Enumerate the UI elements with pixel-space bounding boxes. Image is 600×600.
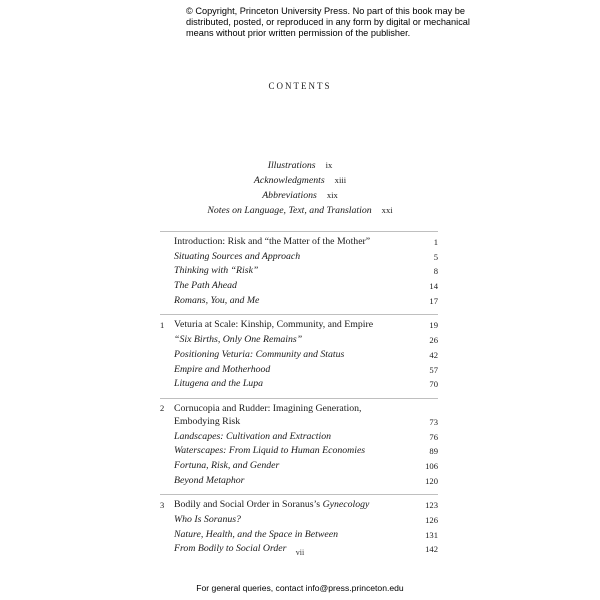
page-number: 76 — [429, 431, 438, 442]
page-number: 8 — [433, 266, 438, 277]
section-title: The Path Ahead — [174, 280, 237, 292]
front-matter-list — [150, 158, 450, 218]
chapter-number: 2 — [160, 402, 165, 413]
page-number: xxi — [381, 205, 393, 215]
section-title: Waterscapes: From Liquid to Human Economies — [174, 445, 366, 457]
section-row[interactable] — [160, 474, 438, 489]
chapter-row[interactable] — [160, 318, 438, 333]
front-matter-title: Notes on Language, Text, and Translation — [207, 205, 372, 216]
section-row[interactable] — [160, 264, 438, 279]
page-number: 42 — [429, 349, 438, 360]
front-matter-item[interactable] — [150, 158, 450, 173]
page-folio: vii — [295, 548, 305, 557]
section-title: From Bodily to Social Order — [174, 543, 287, 555]
section-row[interactable] — [160, 459, 438, 474]
copyright-line: distributed, posted, or reproduced in any form by digital or mechanical — [186, 17, 470, 27]
section-row[interactable] — [160, 377, 438, 392]
page-number: 89 — [429, 446, 438, 457]
section-title: Who Is Soranus? — [174, 514, 241, 525]
chapter-title-text: Bodily and Social Order in Soranus’s — [174, 499, 323, 511]
page-number: 70 — [429, 379, 438, 390]
section-row[interactable] — [160, 430, 438, 445]
section-title: Litugena and the Lupa — [174, 378, 263, 390]
section-row[interactable] — [160, 363, 438, 378]
front-matter-title: Abbreviations — [262, 190, 317, 201]
front-matter-item[interactable] — [150, 188, 450, 203]
front-matter-item[interactable] — [150, 203, 450, 218]
section-row[interactable] — [160, 279, 438, 294]
page-number: 17 — [429, 295, 438, 306]
page-number: 123 — [425, 500, 438, 511]
chapter-number: 1 — [160, 320, 165, 331]
page-number: 120 — [425, 475, 438, 486]
copyright-notice — [186, 6, 470, 39]
section-row[interactable] — [160, 250, 438, 265]
page-number: 57 — [429, 364, 438, 375]
section-title: Landscapes: Cultivation and Extraction — [174, 430, 332, 442]
table-of-contents — [160, 231, 438, 563]
chapter-title-continued: Embodying Risk — [174, 415, 241, 427]
chapter-title: Veturia at Scale: Kinship, Community, and Empire — [174, 319, 374, 331]
section-row[interactable] — [160, 348, 438, 363]
footer-contact: For general queries, contact info@press.princeton.edu — [196, 583, 404, 593]
section-title: Romans, You, and Me — [174, 294, 260, 306]
section-title: Situating Sources and Approach — [174, 250, 301, 262]
page-number: xiii — [334, 175, 347, 185]
section-title: Empire and Motherhood — [174, 363, 271, 375]
page-number: ix — [325, 160, 333, 170]
chapter-block — [160, 398, 438, 488]
chapter-block — [160, 314, 438, 391]
section-row[interactable] — [160, 333, 438, 348]
page-number: xix — [326, 190, 338, 200]
page-number: 14 — [429, 281, 438, 292]
section-title: Beyond Metaphor — [174, 474, 245, 486]
chapter-row-continued[interactable] — [160, 415, 438, 430]
chapter-row[interactable] — [160, 498, 438, 513]
section-title: Nature, Health, and the Space in Between — [174, 528, 338, 540]
section-row[interactable] — [160, 444, 438, 459]
page-number: 142 — [425, 544, 438, 555]
page-number: 5 — [433, 251, 438, 262]
section-row[interactable] — [160, 294, 438, 309]
page-number: 1 — [433, 237, 438, 247]
section-row[interactable] — [160, 528, 438, 543]
section-row[interactable] — [160, 513, 438, 528]
front-matter-item[interactable] — [150, 173, 450, 188]
chapter-row[interactable] — [160, 402, 438, 415]
section-title: Thinking with “Risk” — [174, 265, 259, 277]
copyright-line: means without prior written permission of the publisher. — [186, 28, 411, 38]
section-title: “Six Births, Only One Remains” — [174, 334, 303, 346]
page-number: 126 — [425, 515, 438, 525]
page-number: 106 — [425, 460, 438, 471]
chapter-row[interactable] — [160, 235, 438, 250]
page-number: 131 — [425, 529, 438, 540]
chapter-title: Introduction: Risk and “the Matter of the Mother” — [174, 236, 371, 247]
front-matter-title: Illustrations — [267, 160, 316, 171]
page-number: 73 — [429, 416, 438, 427]
page-number: 19 — [429, 320, 438, 331]
page-number: 26 — [429, 335, 438, 346]
section-title: Fortuna, Risk, and Gender — [174, 459, 280, 471]
chapter-title — [174, 498, 369, 513]
copyright-line: © Copyright, Princeton University Press. No part of this book may be — [186, 6, 465, 16]
section-title: Positioning Veturia: Community and Status — [174, 348, 345, 360]
chapter-block — [160, 231, 438, 308]
chapter-title: Cornucopia and Rudder: Imagining Generation, — [174, 402, 362, 414]
front-matter-title: Acknowledgments — [253, 175, 325, 186]
page-title: CONTENTS — [268, 81, 332, 91]
chapter-number: 3 — [160, 500, 165, 511]
chapter-title-italic: Gynecology — [322, 499, 370, 511]
